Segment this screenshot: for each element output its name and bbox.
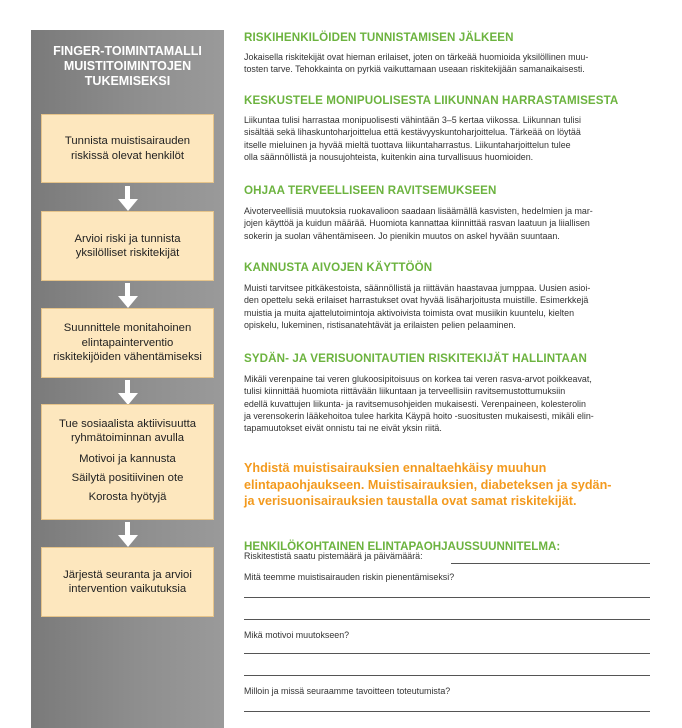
flow-arrow-icon: [118, 522, 138, 548]
answer-line[interactable]: [244, 597, 650, 598]
flow-step-line: yksilölliset riskitekijät: [75, 247, 180, 259]
paragraph-line: Liikuntaa tulisi harrastaa monipuolisesti vähintään 3–5 kertaa viikossa. Liikunnan tulisi: [244, 115, 581, 125]
flow-step-line: Tue sosiaalista aktiivisuutta: [58, 418, 197, 430]
highlight-line: Yhdistä muistisairauksien ennaltaehkäisy muuhun: [244, 461, 547, 475]
section-paragraph: [244, 205, 652, 242]
section-paragraph: [244, 373, 652, 434]
flow-step-line: Tunnista muistisairauden: [64, 135, 191, 147]
flowchart-title-line: FINGER-TOIMINTAMALLI: [53, 44, 202, 58]
flow-step-line: Korosta hyötyjä: [88, 491, 167, 503]
flow-step-line: Arvioi riski ja tunnista: [74, 232, 181, 245]
flow-step-support: [41, 404, 214, 520]
section-heading: KESKUSTELE MONIPUOLISESTA LIIKUNNAN HARRASTAMISESTA: [244, 94, 619, 107]
plan-question-motivation: Mikä motivoi muutokseen?: [244, 630, 350, 640]
flow-step-line: riskitekijöiden vähentämiseksi: [53, 351, 202, 364]
plan-question-followup: Milloin ja missä seuraamme tavoitteen toteutumista?: [244, 686, 451, 696]
paragraph-line: olla säännöllistä ja nousujohteista, kuitenkin aina turvallisuus huomioiden.: [244, 151, 534, 162]
paragraph-line: edellä kuvattujen liikunta- ja ravitsemusohjeiden mukaisesti. Verenpaineen, kolesterolin: [244, 398, 586, 409]
flowchart-panel: [31, 30, 224, 728]
paragraph-line: itselle mieluinen ja hyvää mieltä tuottava liikuntaharrastus. Liikuntaharjoittelun tulee: [244, 139, 571, 150]
section-heading: OHJAA TERVEELLISEEN RAVITSEMUKSEEN: [244, 184, 497, 197]
flow-step-line: Järjestä seuranta ja arvioi: [63, 568, 192, 581]
flow-step-line: ryhmätoiminnan avulla: [70, 432, 185, 444]
paragraph-line: Aivoterveellisiä muutoksia ruokavalioon saadaan lisäämällä kasvisten, hedelmien ja mar-: [244, 206, 593, 216]
section-heading: KANNUSTA AIVOJEN KÄYTTÖÖN: [244, 261, 433, 274]
answer-line-score[interactable]: [451, 563, 650, 564]
paragraph-line: muistia ja muita ajattelutoimintoja aktivoivista toimista ovat musiikin kuuntelu, kielten: [244, 307, 575, 318]
flow-step-line: Säilytä positiivinen ote: [71, 472, 184, 484]
paragraph-line: tulisi kiinnittää huomiota riittävään liikuntaan ja terveellisiin ravitsemustottumuksiin: [244, 386, 566, 397]
section-paragraph: [244, 114, 652, 163]
plan-heading: HENKILÖKOHTAINEN ELINTAPAOHJAUSSUUNNITELMA:: [244, 539, 561, 553]
flowchart-title-line: MUISTITOIMINTOJEN: [63, 59, 192, 73]
paragraph-line: Jokaisella riskitekijät ovat hieman erilaiset, joten on tärkeää huomioida yksilöllinen muu-: [244, 52, 589, 62]
flow-step-assess: [41, 211, 214, 281]
section-heading: SYDÄN- JA VERISUONITAUTIEN RISKITEKIJÄT HALLINTAAN: [244, 352, 587, 365]
answer-line[interactable]: [244, 653, 650, 654]
highlight-line: elintapaohjaukseen. Muistisairauksien, diabeteksen ja sydän-: [244, 477, 612, 492]
paragraph-line: tosten tarve. Tehokkainta on pyrkiä vaikuttamaan useaan riskitekijään samanaikaisesti.: [244, 64, 585, 75]
paragraph-line: Mikäli verenpaine tai veren glukoosipitoisuus on korkea tai veren rasva-arvot poikkeavat,: [244, 374, 592, 384]
answer-line[interactable]: [244, 675, 650, 676]
answer-line[interactable]: [244, 711, 650, 712]
flow-arrow-icon: [118, 186, 138, 212]
answer-line[interactable]: [244, 619, 650, 620]
plan-question-actions: Mitä teemme muistisairauden riskin pienentämiseksi?: [244, 572, 455, 582]
paragraph-line: sisältää sekä lihaskuntoharjoittelua että kestävyyskuntoharjoittelua. Tärkeää on löytää: [244, 127, 581, 138]
flow-step-line: elintapainterventio: [81, 336, 174, 349]
paragraph-line: tapamuutokset eivät onnistu tai ne eivät yksin riitä.: [244, 423, 442, 434]
paragraph-line: opiskelu, lukeminen, ristisanatehtävät ja erilaisten pelien pelaaminen.: [244, 319, 516, 330]
flow-step-line: Suunnittele monitahoinen: [63, 322, 192, 335]
highlight-line: ja verisuonisairauksien taustalla ovat samat riskitekijät.: [244, 494, 577, 509]
flow-step-plan: [41, 308, 214, 378]
section-paragraph: [244, 282, 652, 331]
flow-step-followup: [41, 547, 214, 617]
flow-arrow-icon: [118, 380, 138, 406]
highlight-callout: [244, 460, 654, 510]
paragraph-line: den opettelu sekä erilaiset harrastukset ovat hyvää lisäharjoitusta muistille. Esimerkkejä: [244, 295, 589, 306]
paragraph-line: jojen käyttöä ja kuidun määrää. Huomiota kannattaa kiinnittää rasvan laatuun ja liiallisen: [244, 218, 590, 229]
flowchart-title: [31, 44, 224, 89]
flowchart-title-line: TUKEMISEKSI: [84, 74, 171, 88]
paragraph-line: Muisti tarvitsee pitkäkestoista, säännöllistä ja riittävän haastavaa jumppaa. Uusien asioi-: [244, 283, 591, 293]
flow-step-line: Motivoi ja kannusta: [79, 453, 176, 465]
plan-question-score: Riskitestistä saatu pistemäärä ja päivämäärä:: [244, 551, 423, 561]
paragraph-line: sokerin ja suolan vähentämiseen. Jo pienikin muutos on askel hyvään suuntaan.: [244, 230, 560, 241]
paragraph-line: ja verensokerin lääkehoitoa tulee harkita Käypä hoito -suositusten mukaisesti, mikäli elin-: [244, 410, 594, 421]
section-heading: RISKIHENKILÖIDEN TUNNISTAMISEN JÄLKEEN: [244, 31, 514, 44]
flow-step-identify: [41, 114, 214, 183]
flow-arrow-icon: [118, 283, 138, 309]
flow-step-line: riskissä olevat henkilöt: [70, 149, 185, 162]
section-paragraph: [244, 51, 652, 76]
flow-step-line: intervention vaikutuksia: [68, 583, 187, 595]
